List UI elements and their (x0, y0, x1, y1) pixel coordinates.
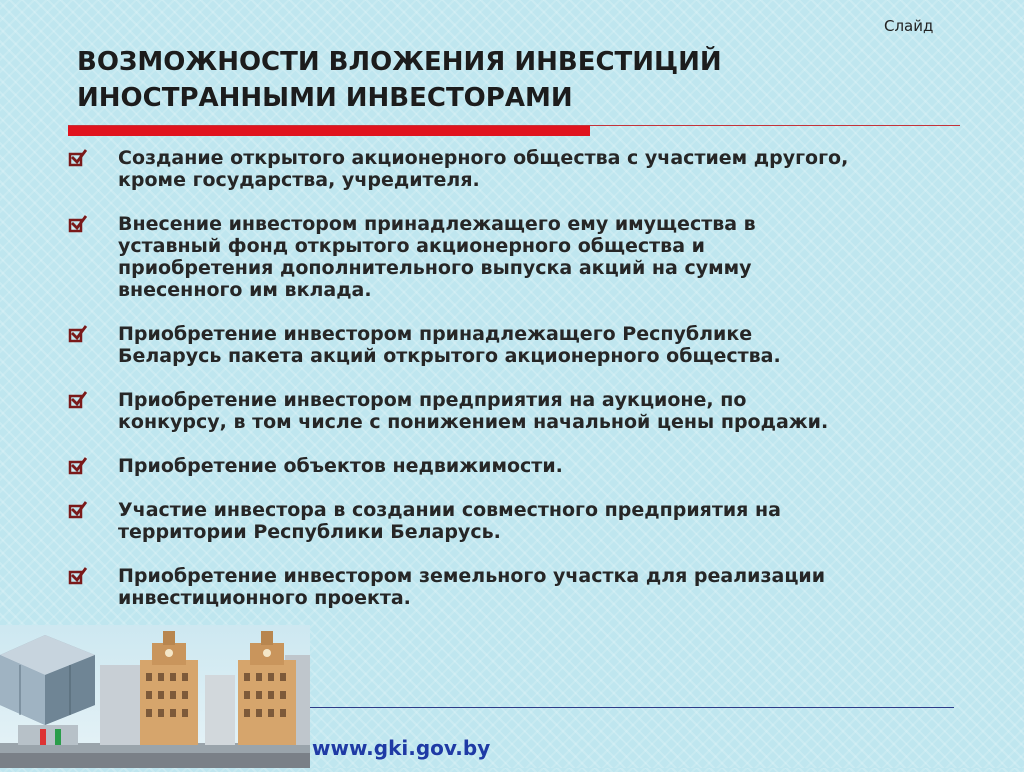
bullet-text-line: Приобретение объектов недвижимости. (118, 455, 563, 477)
title-line-2: ИНОСТРАННЫМИ ИНВЕСТОРАМИ (77, 83, 573, 113)
bullet-text-line: уставный фонд открытого акционерного общества и (118, 235, 705, 257)
checkbox-bullet-icon (68, 566, 88, 586)
checkbox-bullet-icon (68, 456, 88, 476)
bullet-text-line: Участие инвестора в создании совместного предприятия на (118, 499, 781, 521)
bullet-item (68, 455, 988, 477)
checkbox-bullet-icon (68, 390, 88, 410)
bullet-text-line: Приобретение инвестором земельного участка для реализации (118, 565, 826, 587)
bullet-item (68, 147, 988, 191)
bullet-text-line: Создание открытого акционерного общества с участием другого, (118, 147, 849, 169)
slide-label: Слайд (884, 17, 934, 35)
bullet-item (68, 389, 988, 433)
city-buildings-image (0, 625, 310, 768)
bullet-text-line: Беларусь пакета акций открытого акционерного общества. (118, 345, 781, 367)
checkbox-bullet-icon (68, 500, 88, 520)
checkbox-bullet-icon (68, 148, 88, 168)
bullet-text-line: внесенного им вклада. (118, 279, 372, 301)
bullet-text-line: приобретения дополнительного выпуска акций на сумму (118, 257, 752, 279)
bullet-item (68, 323, 988, 367)
bullet-text-line: Приобретение инвестором принадлежащего Республике (118, 323, 753, 345)
bullet-text-line: Внесение инвестором принадлежащего ему имущества в (118, 213, 756, 235)
bullet-item (68, 565, 988, 609)
bullet-text-line: инвестиционного проекта. (118, 587, 411, 609)
buildings-illustration (0, 625, 310, 768)
bullet-item (68, 499, 988, 543)
title-line-1: ВОЗМОЖНОСТИ ВЛОЖЕНИЯ ИНВЕСТИЦИЙ (77, 47, 722, 77)
library-building (0, 635, 95, 745)
bullet-text-line: территории Республики Беларусь. (118, 521, 501, 543)
bullet-item (68, 213, 988, 301)
bullet-text-line: Приобретение инвестором предприятия на аукционе, по (118, 389, 747, 411)
bullet-list (68, 147, 988, 609)
page-title (77, 44, 897, 116)
checkbox-bullet-icon (68, 214, 88, 234)
title-accent-bar (68, 126, 590, 136)
bullet-text-line: кроме государства, учредителя. (118, 169, 480, 191)
checkbox-bullet-icon (68, 324, 88, 344)
website-link[interactable]: www.gki.gov.by (312, 736, 491, 760)
footer-divider-line (310, 707, 954, 708)
bullet-text-line: конкурсу, в том числе с понижением начальной цены продажи. (118, 411, 829, 433)
